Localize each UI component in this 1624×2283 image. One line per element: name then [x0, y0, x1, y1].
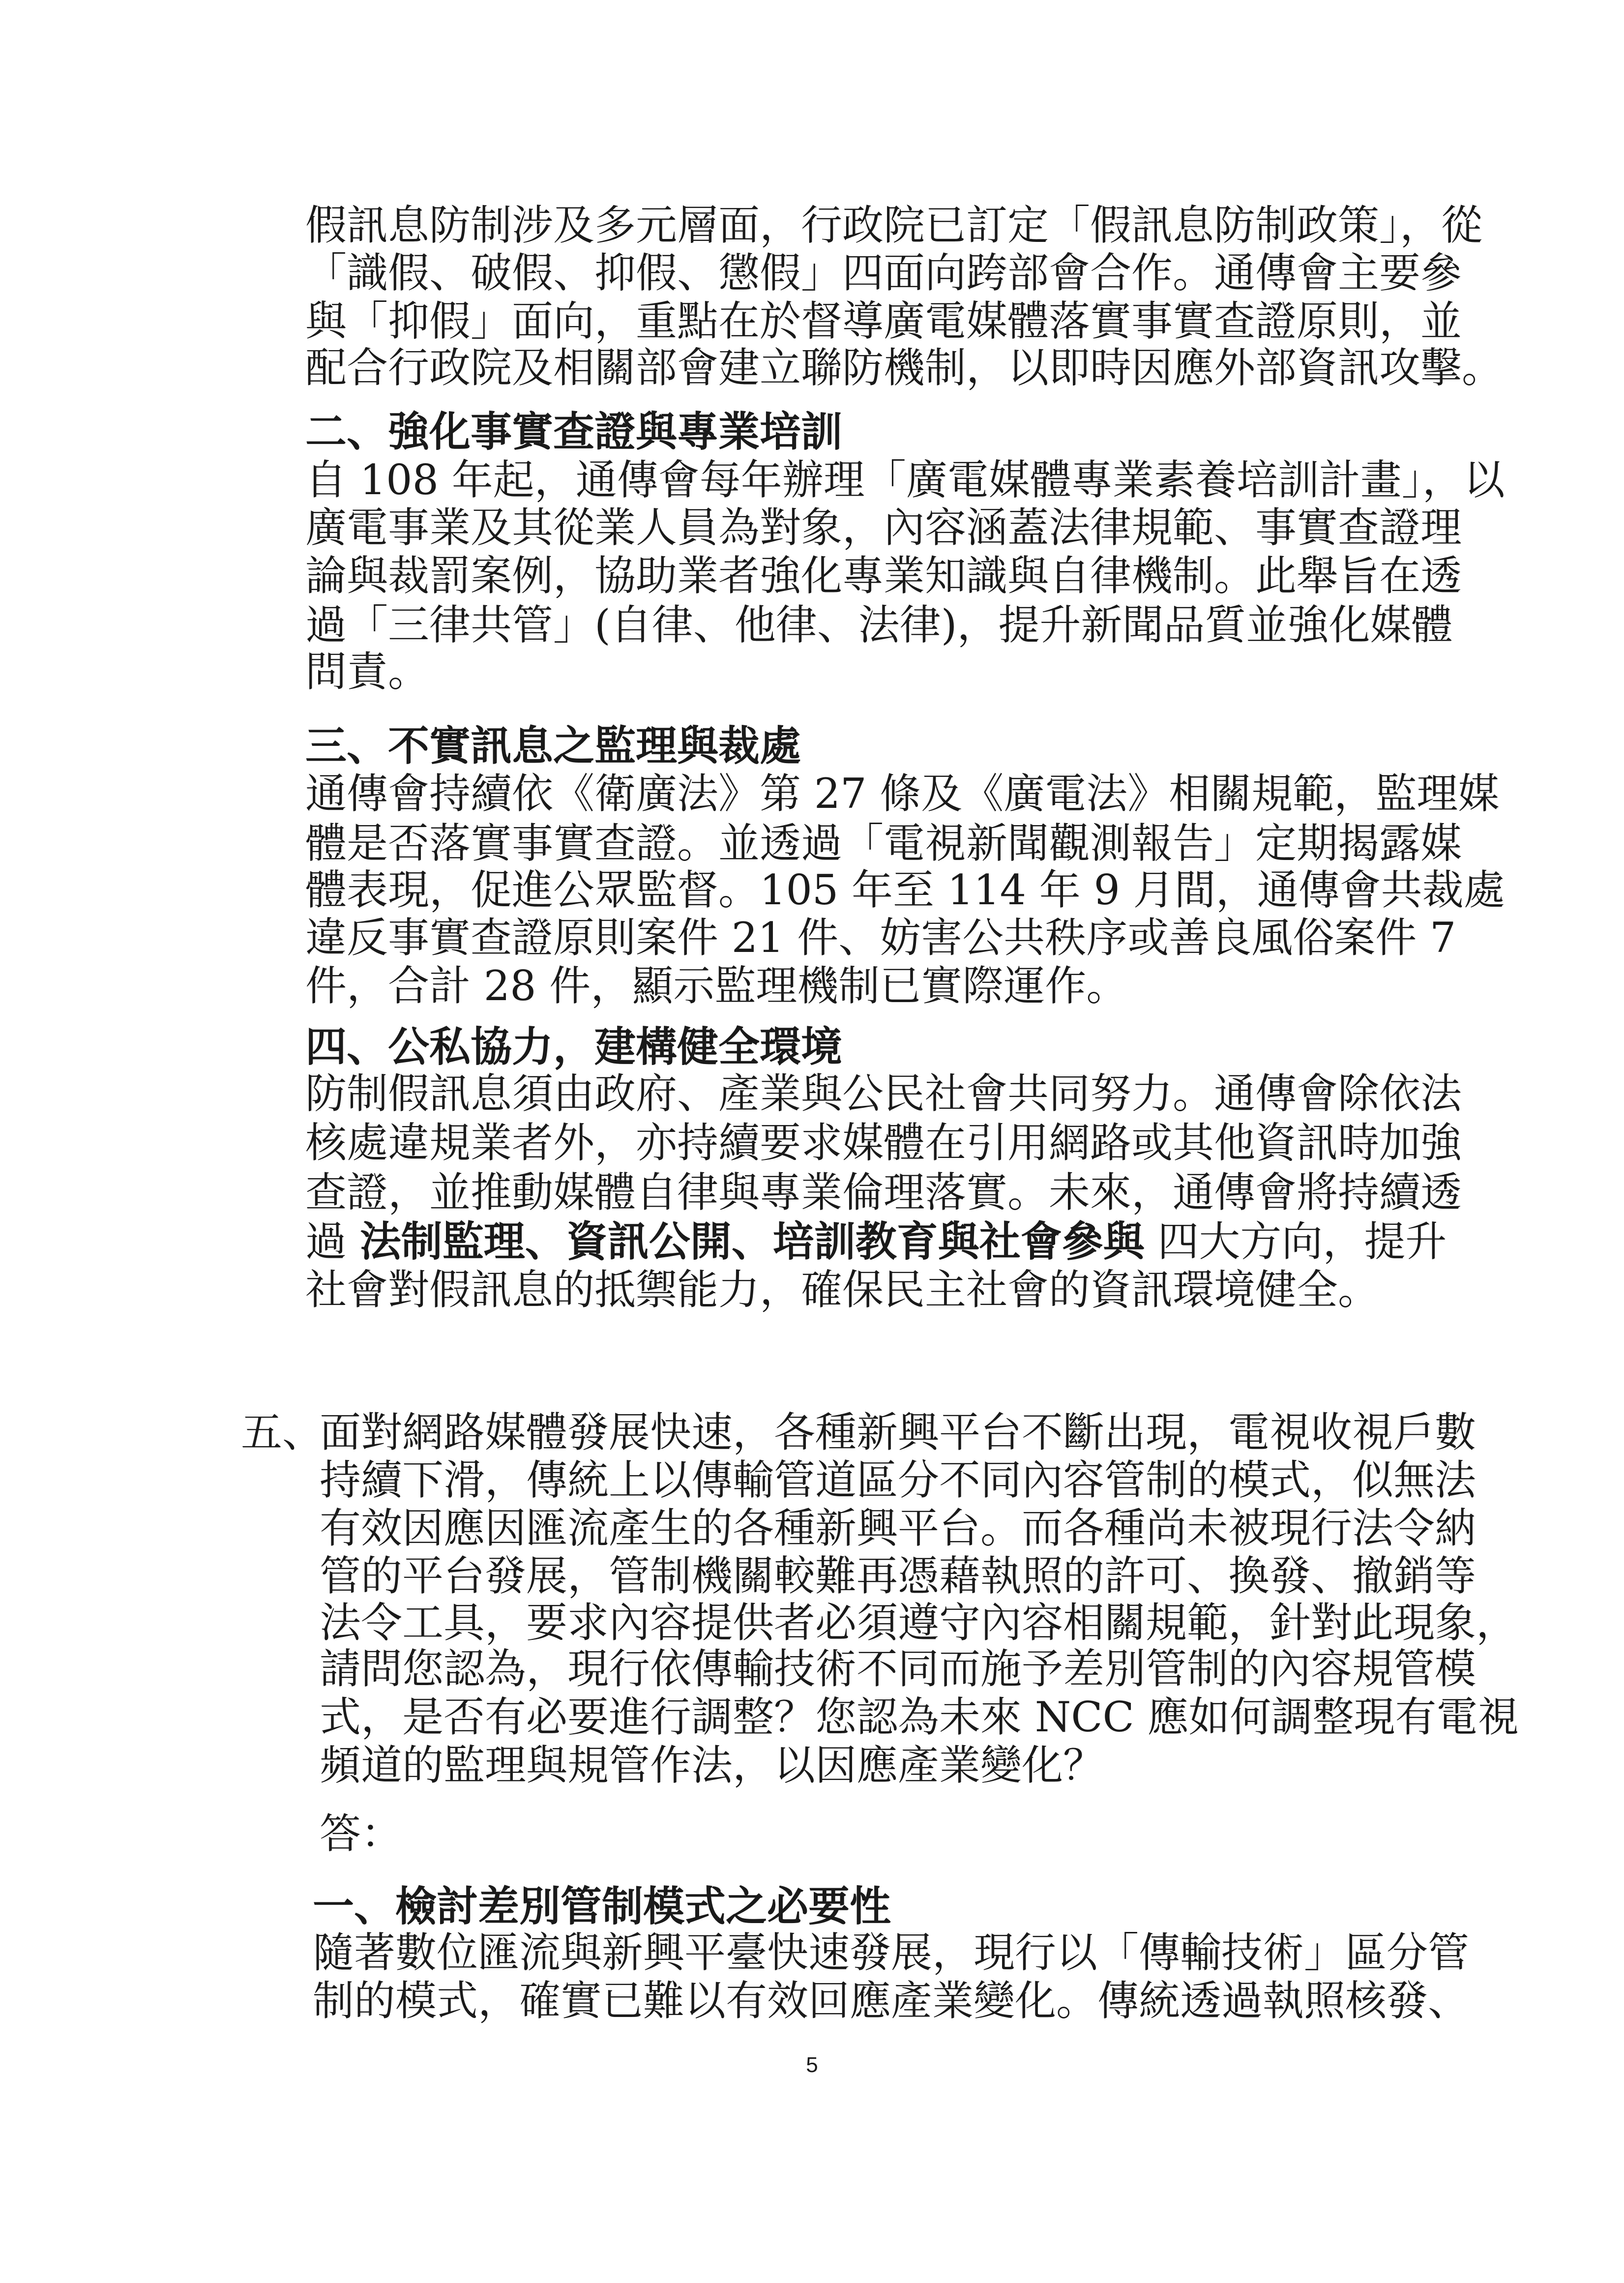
question-line: 法令工具，要求內容提供者必須遵守內容相關規範，針對此現象，	[320, 1599, 1518, 1647]
section-heading: 一、檢討差別管制模式之必要性	[313, 1882, 891, 1930]
para-line: 假訊息防制涉及多元層面，行政院已訂定「假訊息防制政策」，從	[305, 201, 1483, 249]
question-number: 五、	[241, 1408, 324, 1456]
para-line: 配合行政院及相關部會建立聯防機制，以即時因應外部資訊攻擊。	[305, 344, 1504, 392]
page-number: 5	[806, 2053, 818, 2077]
para-line: 件，合計 28 件，顯示監理機制已實際運作。	[305, 962, 1128, 1010]
question-line: 有效因應因匯流產生的各種新興平台。而各種尚未被現行法令納	[320, 1504, 1476, 1552]
para-line: 防制假訊息須由政府、產業與公民社會共同努力。通傳會除依法	[305, 1069, 1462, 1118]
section-heading: 二、強化事實查證與專業培訓	[305, 407, 843, 456]
section-heading: 四、公私協力，建構健全環境	[305, 1022, 843, 1071]
para-line: 體表現，促進公眾監督。105 年至 114 年 9 月間，通傳會共裁處	[305, 866, 1505, 914]
question-line: 頻道的監理與規管作法，以因應產業變化？	[320, 1741, 1105, 1789]
para-line: 廣電事業及其從業人員為對象，內容涵蓋法律規範、事實查證理	[305, 504, 1462, 552]
question-line: 面對網路媒體發展快速，各種新興平台不斷出現，電視收視戶數	[320, 1408, 1476, 1456]
para-line	[305, 1217, 1447, 1266]
para-line: 與「抑假」面向，重點在於督導廣電媒體落實事實查證原則，並	[305, 297, 1462, 345]
para-line: 問責。	[305, 648, 430, 696]
text-segment: 過	[305, 1217, 360, 1266]
para-line: 制的模式，確實已難以有效回應產業變化。傳統透過執照核發、	[313, 1977, 1470, 2025]
para-line: 核處違規業者外，亦持續要求媒體在引用網路或其他資訊時加強	[305, 1119, 1462, 1167]
para-line: 過「三律共管」(自律、他律、法律)，提升新聞品質並強化媒體	[305, 601, 1453, 649]
question-line: 請問您認為，現行依傳輸技術不同而施予差別管制的內容規管模	[320, 1645, 1476, 1693]
question-line: 管的平台發展，管制機關較難再憑藉執照的許可、換發、撤銷等	[320, 1552, 1476, 1600]
para-line: 通傳會持續依《衛廣法》第 27 條及《廣電法》相關規範，監理媒	[305, 770, 1500, 818]
bold-emphasis: 法制監理、資訊公開、培訓教育與社會參與	[359, 1217, 1145, 1266]
para-line: 自 108 年起，通傳會每年辦理「廣電媒體專業素養培訓計畫」，以	[305, 456, 1505, 504]
para-line: 論與裁罰案例，協助業者強化專業知識與自律機制。此舉旨在透	[305, 552, 1462, 600]
para-line: 「識假、破假、抑假、懲假」四面向跨部會合作。通傳會主要參	[305, 249, 1462, 297]
question-line: 持續下滑，傳統上以傳輸管道區分不同內容管制的模式，似無法	[320, 1456, 1476, 1504]
para-line: 體是否落實事實查證。並透過「電視新聞觀測報告」定期揭露媒	[305, 819, 1462, 867]
section-heading: 三、不實訊息之監理與裁處	[305, 721, 801, 770]
para-line: 隨著數位匯流與新興平臺快速發展，現行以「傳輸技術」區分管	[313, 1928, 1470, 1977]
text-segment: 四大方向，提升	[1144, 1217, 1447, 1266]
para-line: 查證，並推動媒體自律與專業倫理落實。未來，通傳會將持續透	[305, 1168, 1462, 1216]
question-line: 式，是否有必要進行調整？您認為未來 NCC 應如何調整現有電視	[320, 1693, 1519, 1741]
para-line: 違反事實查證原則案件 21 件、妨害公共秩序或善良風俗案件 7	[305, 914, 1456, 962]
para-line: 社會對假訊息的抵禦能力，確保民主社會的資訊環境健全。	[305, 1266, 1380, 1314]
answer-label-line: 答：	[320, 1809, 403, 1858]
